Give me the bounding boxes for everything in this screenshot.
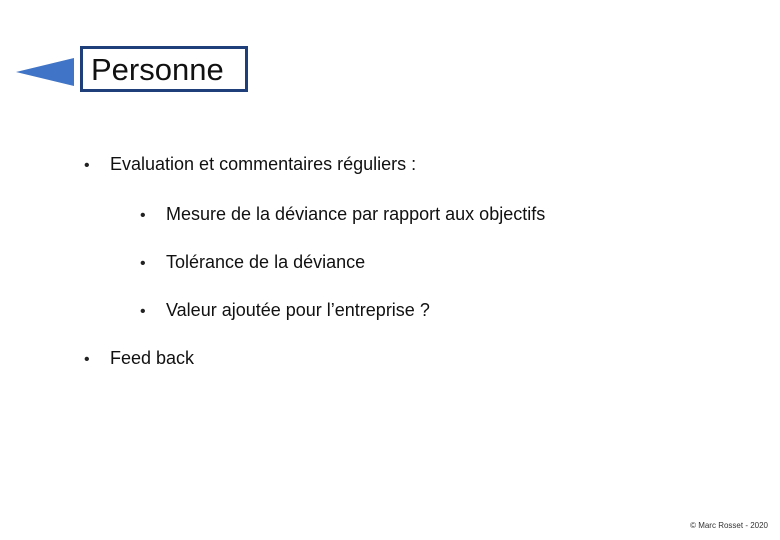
bullet-item-evaluation: [84, 154, 416, 175]
bullet-item-tolerance: [140, 252, 365, 273]
arrow-left-icon: [16, 58, 76, 86]
title-box: [80, 46, 248, 92]
bullet-item-feedback: [84, 348, 194, 369]
bullet-text: Mesure de la déviance par rapport aux objectifs: [166, 204, 546, 224]
copyright-footer: © Marc Rosset - 2020: [690, 521, 768, 530]
slide-title: Personne: [91, 51, 224, 87]
bullet-text: Tolérance de la déviance: [166, 252, 366, 272]
bullet-icon: •: [84, 157, 90, 174]
bullet-text: Evaluation et commentaires réguliers :: [110, 154, 417, 174]
bullet-item-mesure: [140, 204, 545, 225]
bullet-item-valeur: [140, 300, 430, 321]
bullet-icon: •: [140, 207, 146, 224]
bullet-icon: •: [140, 255, 146, 272]
bullet-text: Feed back: [110, 348, 195, 368]
bullet-icon: •: [84, 351, 90, 368]
bullet-icon: •: [140, 303, 146, 320]
bullet-text: Valeur ajoutée pour l’entreprise ?: [166, 300, 430, 320]
